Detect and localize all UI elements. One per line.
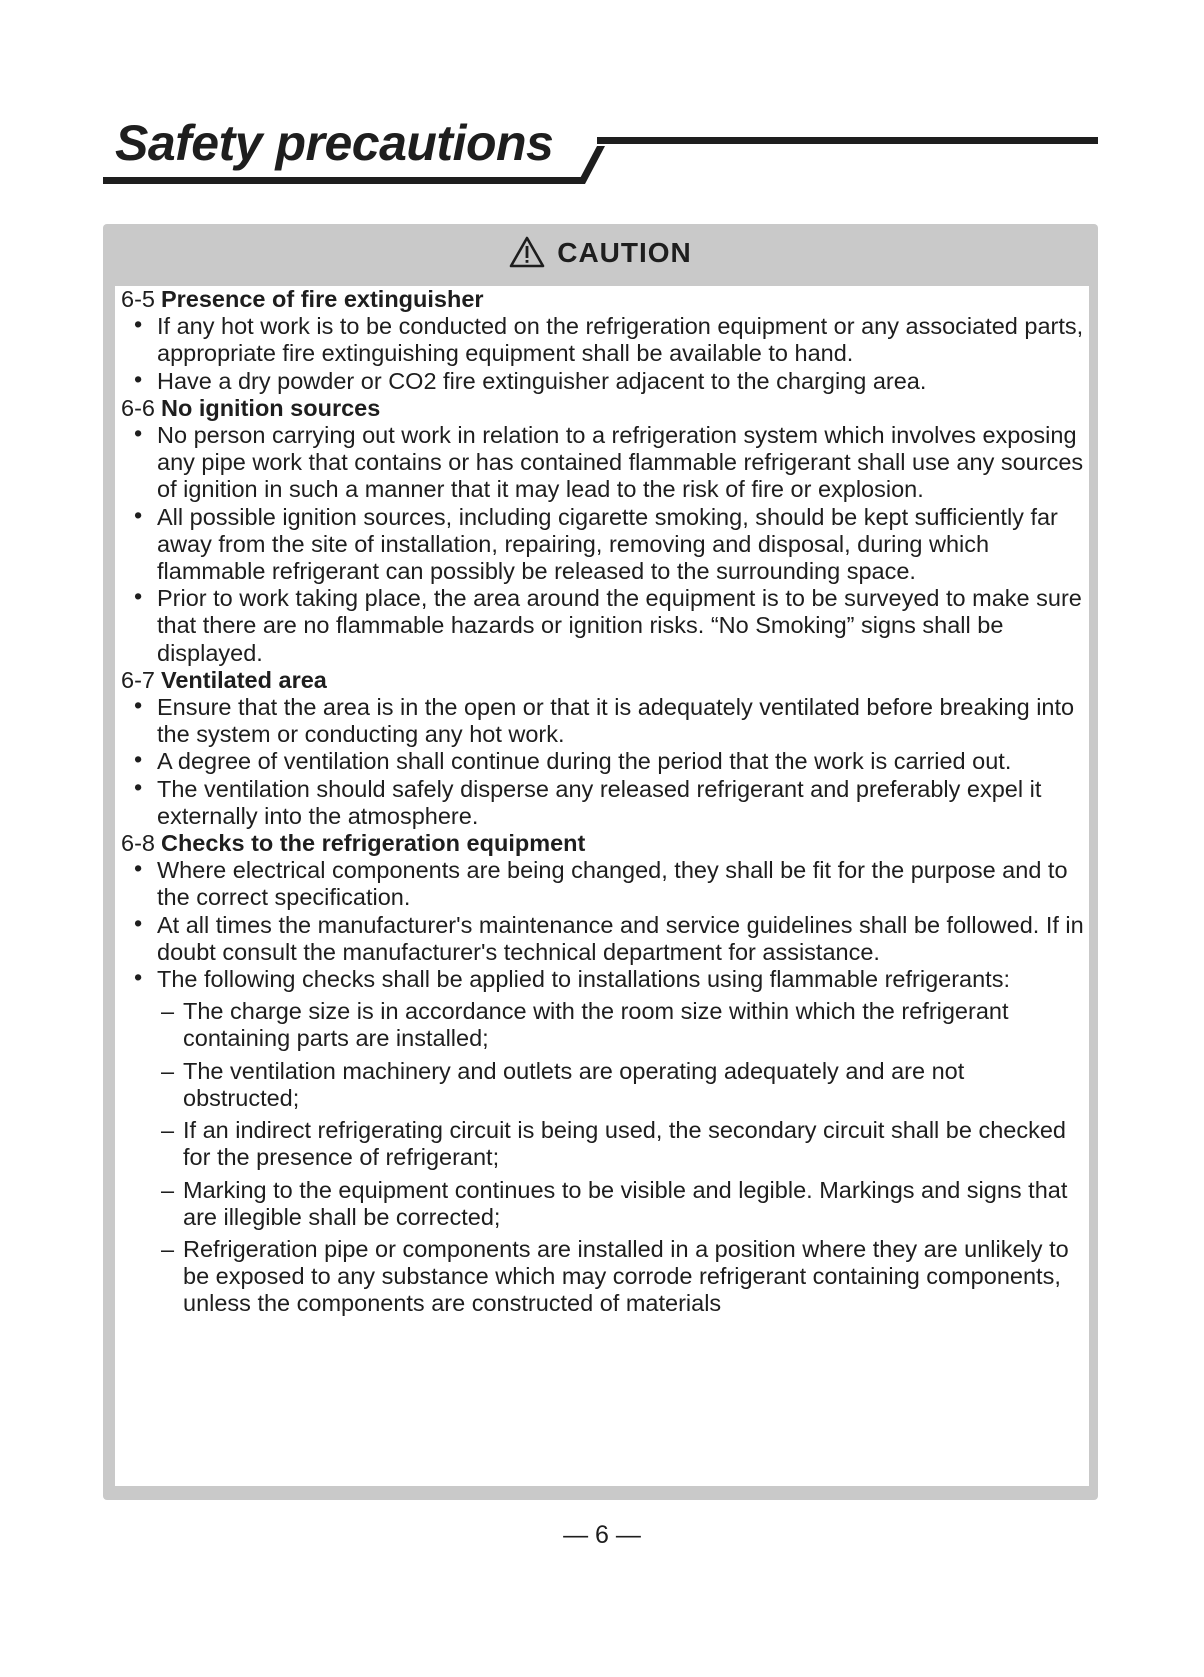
bullet-icon: • [134, 420, 143, 447]
caution-body [115, 286, 1089, 1486]
dash-icon: – [161, 1117, 175, 1144]
list-item-text: The ventilation should safely disperse any released refrigerant and preferably expel it externally into the atmosphere. [157, 775, 1042, 829]
list-item [115, 773, 1089, 830]
caution-label: CAUTION [557, 237, 692, 268]
list-item [115, 313, 1089, 367]
title-underline [0, 0, 1204, 200]
list-item [115, 585, 1089, 667]
sub-item [115, 1236, 1089, 1318]
sub-item-text: The charge size is in accordance with the room size within which the refrigerant containing parts are installed; [183, 998, 1009, 1052]
sub-item [115, 1058, 1089, 1112]
bullet-icon: • [134, 909, 143, 936]
section-title: Checks to the refrigeration equipment [160, 830, 586, 857]
list-item [115, 365, 1089, 395]
warning-triangle-icon [509, 236, 545, 268]
list-item-text: Where electrical components are being changed, they shall be fit for the purpose and to the correct specification. [157, 857, 1068, 911]
list-item-text: Ensure that the area is in the open or that it is adequately ventilated before breaking into the system or conducting any hot work. [157, 694, 1075, 748]
sub-item-text: Refrigeration pipe or components are installed in a position where they are unlikely to be exposed to any substance which may corrode refrigerant containing components, unless the components are constructed of materials [183, 1235, 1069, 1317]
dash-icon: – [161, 998, 175, 1025]
section-heading [115, 395, 1089, 422]
section-title: No ignition sources [160, 394, 381, 421]
bullet-icon: • [134, 746, 143, 773]
section-title: Presence of fire extinguisher [160, 286, 484, 312]
bullet-icon: • [134, 311, 143, 338]
sub-item [115, 998, 1089, 1052]
bullet-icon: • [134, 501, 143, 528]
bullet-icon: • [134, 692, 143, 719]
list-item [115, 501, 1089, 586]
list-item [115, 857, 1089, 911]
section-heading [115, 830, 1089, 857]
caution-content [115, 286, 1089, 1318]
page-title: Safety precautions [115, 115, 554, 171]
bullet-icon: • [134, 855, 143, 882]
page-number: — 6 — [563, 1521, 641, 1549]
list-item-text: If any hot work is to be conducted on the refrigeration equipment or any associated parts, appropriate fire extinguishing equipment shall be available to hand. [157, 313, 1084, 367]
section-number: 6-5 [121, 286, 155, 312]
sub-item [115, 1177, 1089, 1231]
section-number: 6-7 [121, 666, 155, 693]
bullet-icon: • [134, 773, 143, 800]
list-item-text: No person carrying out work in relation to a refrigeration system which involves exposing any pipe work that contains or has contained flammable refrigerant shall use any sources of ignition in such a manner that it may lead to the risk of fire or explosion. [157, 422, 1084, 503]
section-heading [115, 286, 1089, 313]
list-item-text: Have a dry powder or CO2 fire extinguisher adjacent to the charging area. [157, 367, 927, 394]
caution-box [103, 224, 1098, 1500]
section-title: Ventilated area [160, 666, 327, 693]
sub-item-text: Marking to the equipment continues to be visible and legible. Markings and signs that are illegible shall be corrected; [183, 1176, 1068, 1230]
dash-icon: – [161, 1176, 175, 1203]
list-item [115, 422, 1089, 504]
list-item-text: The following checks shall be applied to installations using flammable refrigerants: [157, 966, 1010, 993]
section-number: 6-6 [121, 394, 155, 421]
section-number: 6-8 [121, 830, 155, 857]
sub-item-text: The ventilation machinery and outlets are operating adequately and are not obstructed; [183, 1057, 965, 1111]
caution-header [103, 236, 1098, 269]
list-item [115, 748, 1089, 775]
dash-icon: – [161, 1235, 175, 1262]
list-item-text: All possible ignition sources, including cigarette smoking, should be kept sufficiently far away from the site of installation, repairing, removing and disposal, during which flammable refrigerant can possibly be released to the surrounding space. [157, 503, 1058, 585]
list-item-text: At all times the manufacturer's maintenance and service guidelines shall be followed. If in doubt consult the manufacturer's technical department for assistance. [157, 911, 1084, 965]
section-heading [115, 667, 1089, 694]
list-item [115, 909, 1089, 966]
sub-item-text: If an indirect refrigerating circuit is being used, the secondary circuit shall be checked for the presence of refrigerant; [183, 1117, 1067, 1171]
bullet-icon: • [134, 365, 143, 392]
bullet-icon: • [134, 964, 143, 991]
bullet-icon: • [134, 583, 143, 610]
dash-icon: – [161, 1057, 175, 1084]
list-item [115, 694, 1089, 748]
list-item-text: Prior to work taking place, the area around the equipment is to be surveyed to make sure that there are no flammable hazards or ignition risks. “No Smoking” signs shall be displayed. [157, 585, 1082, 666]
list-item-text: A degree of ventilation shall continue during the period that the work is carried out. [157, 748, 1012, 775]
sub-item [115, 1117, 1089, 1171]
list-item [115, 966, 1089, 993]
